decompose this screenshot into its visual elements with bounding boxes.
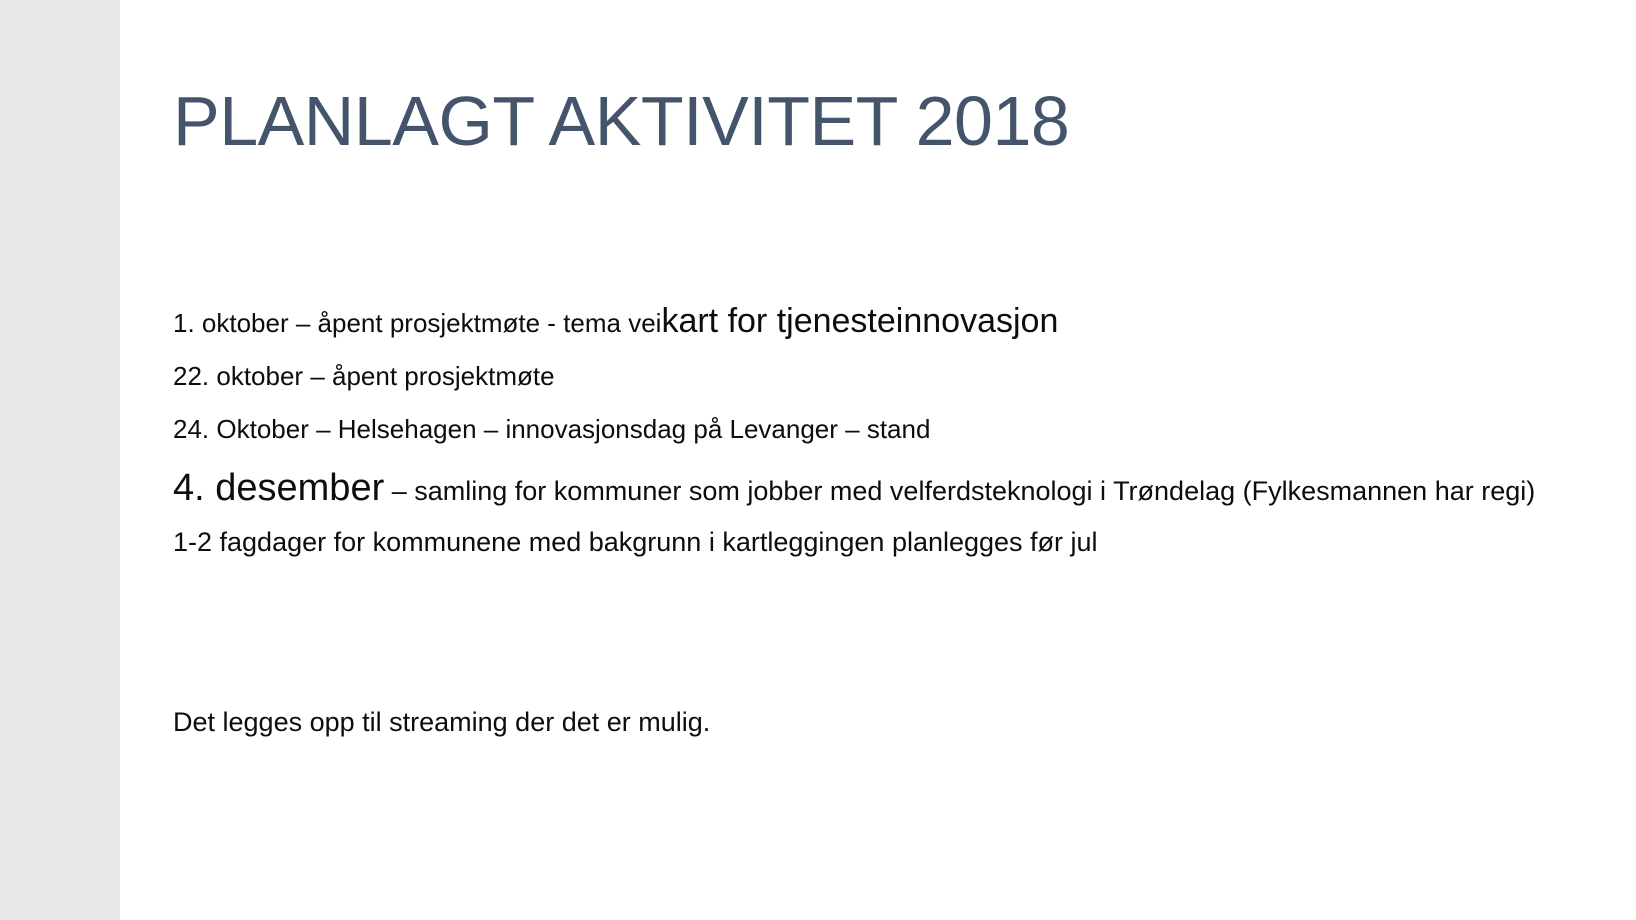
activity-line-1 [173,300,1573,344]
page-title: PLANLAGT AKTIVITET 2018 [173,81,1070,160]
activity-line-4-date: 4. desember [173,467,385,510]
activity-line-3: 24. Oktober – Helsehagen – innovasjonsdag på Levanger – stand [173,413,931,444]
activity-line-2: 22. oktober – åpent prosjektmøte [173,360,555,391]
slide-content [120,0,1636,920]
activity-line-5: 1-2 fagdager for kommunene med bakgrunn i kartleggingen planlegges før jul [173,526,1098,557]
body-text-block [173,300,1573,748]
left-accent-band [0,0,120,920]
activity-line-6: Det legges opp til streaming der det er mulig. [173,707,711,738]
activity-line-1-text: 1. oktober – åpent prosjektmøte - tema vei [173,308,662,338]
activity-line-4 [173,464,1573,513]
activity-line-4-text: – samling for kommuner som jobber med velferdsteknologi i Trøndelag (Fylkesmannen har regi) [384,476,1536,507]
activity-line-1-emphasis: kart for tjenesteinnovasjon [661,302,1059,340]
